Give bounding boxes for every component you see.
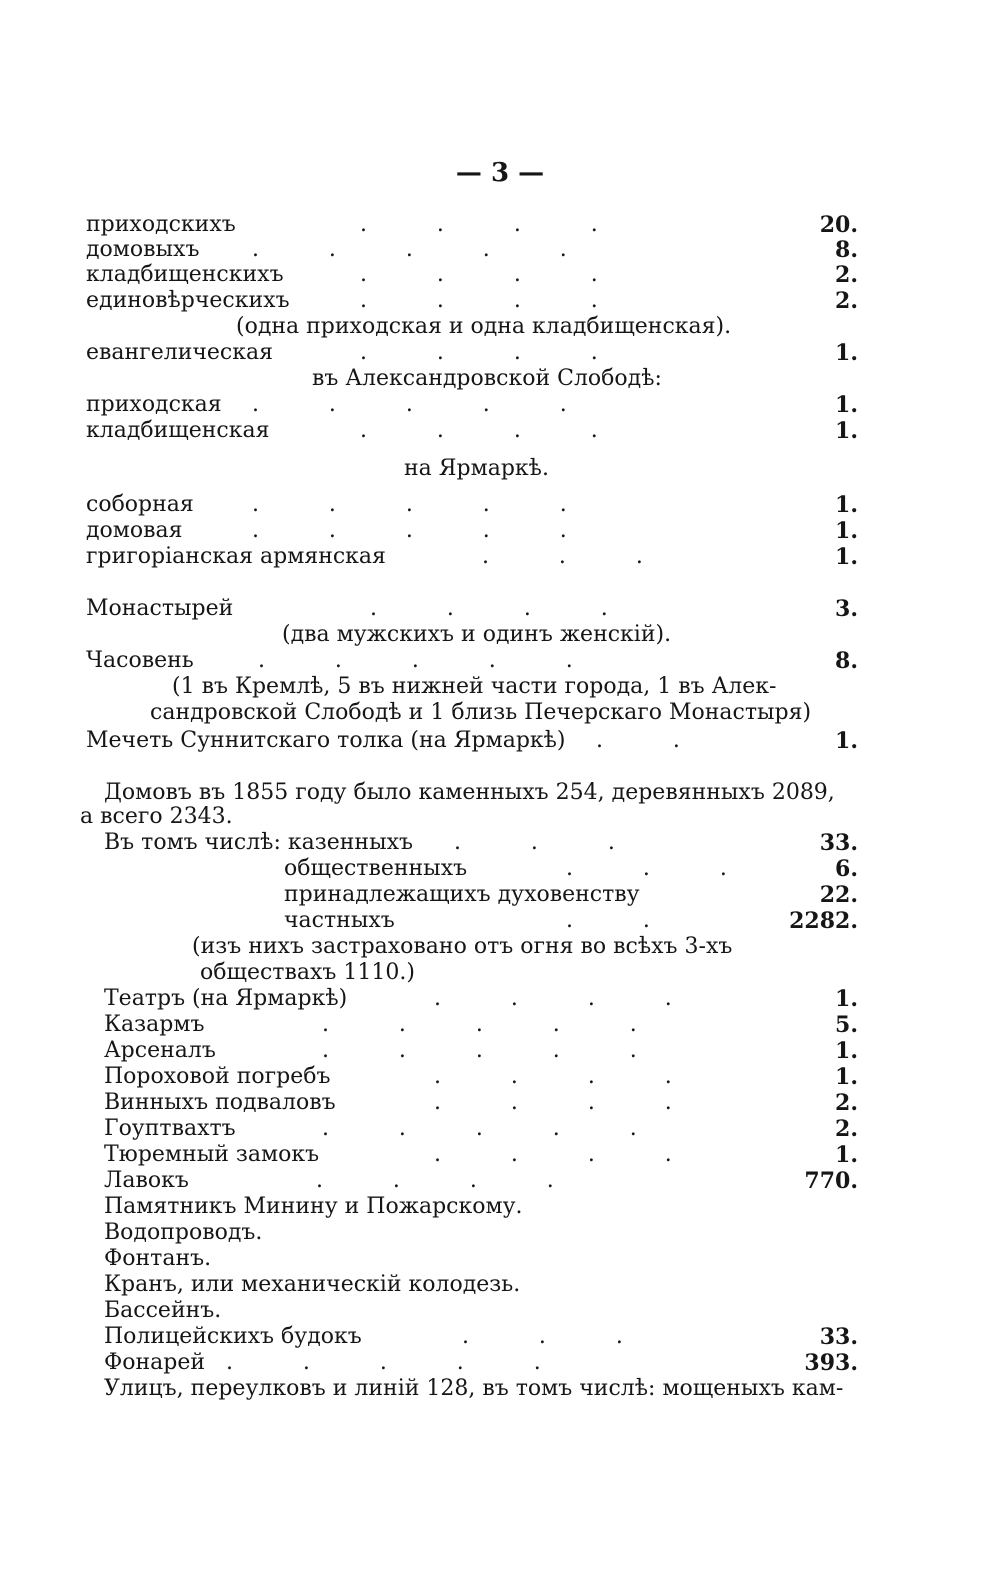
row-value: 1. (835, 418, 858, 444)
paragraph-text: Улицъ, переулковъ и линій 128, въ томъ числѣ: мощеныхъ кам- (104, 1376, 844, 1401)
leader-dots: . . . (462, 1324, 623, 1349)
row-label: Театръ (на Ярмаркѣ) (104, 986, 348, 1011)
row-label: Фонарей (104, 1350, 206, 1375)
row-value: 770. (804, 1168, 858, 1194)
row-label: Тюремный замокъ (104, 1142, 320, 1167)
row-value: 8. (835, 648, 858, 674)
leader-dots: . . . . (360, 288, 598, 313)
note-text: обществахъ 1110.) (200, 960, 415, 985)
row-label: Арсеналъ (104, 1038, 216, 1063)
leader-dots: . . . . . (258, 648, 573, 673)
leader-dots: . . . . (360, 212, 598, 237)
row-value: 8. (835, 237, 858, 263)
row-value: 1. (835, 392, 858, 418)
leader-dots: . . . (566, 856, 727, 881)
note-text: (1 въ Кремлѣ, 5 въ нижней части города, 1 въ Алек- (172, 674, 777, 699)
leader-dots: . . . . . (252, 492, 567, 517)
leader-dots: . . . . . (252, 518, 567, 543)
row-label: Гоуптвахтъ (104, 1116, 236, 1141)
row-value: 20. (819, 212, 858, 238)
list-item: Кранъ, или механическій колодезь. (104, 1272, 521, 1297)
row-label: соборная (86, 492, 194, 517)
row-value: 1. (835, 518, 858, 544)
leader-dots: . . . . (434, 1064, 672, 1089)
row-value: 1. (835, 1038, 858, 1064)
section-heading: въ Александровской Слободѣ: (312, 366, 662, 391)
note-text: сандровской Слободѣ и 1 близь Печерскаго Монастыря) (150, 700, 812, 725)
paragraph-text: а всего 2343. (80, 804, 233, 829)
row-label: Казармъ (104, 1012, 205, 1037)
row-value: 22. (819, 882, 858, 908)
row-label: Пороховой погребъ (104, 1064, 331, 1089)
row-value: 1. (835, 1142, 858, 1168)
row-value: 33. (819, 830, 858, 856)
row-value: 33. (819, 1324, 858, 1350)
row-value: 2. (835, 262, 858, 288)
leader-dots: . . . . . (226, 1350, 541, 1375)
row-label: Мечеть Суннитскаго толка (на Ярмаркѣ) (86, 728, 566, 753)
row-label: евангелическая (86, 340, 273, 365)
row-label: приходская (86, 392, 222, 417)
row-label: кладбищенскихъ (86, 262, 284, 287)
row-value: 2. (835, 1116, 858, 1142)
row-label: принадлежащихъ духовенству (284, 882, 640, 907)
leader-dots: . . . . . (322, 1116, 637, 1141)
row-label: приходскихъ (86, 212, 236, 237)
page-number: — 3 — (455, 158, 545, 188)
leader-dots: . . . . (434, 1142, 672, 1167)
list-item: Водопроводъ. (104, 1220, 263, 1245)
row-label: домовая (86, 518, 183, 543)
leader-dots: . . . . (370, 596, 608, 621)
row-value: 1. (835, 1064, 858, 1090)
row-label: григоріанская армянская (86, 544, 386, 569)
row-label: частныхъ (284, 908, 395, 933)
row-label: единовѣрческихъ (86, 288, 290, 313)
row-label: кладбищенская (86, 418, 270, 443)
leader-dots: . . (596, 728, 680, 753)
row-value: 1. (835, 340, 858, 366)
leader-dots: . . . . (434, 986, 672, 1011)
row-value: 2. (835, 288, 858, 314)
row-value: 1. (835, 728, 858, 754)
row-label: Монастырей (86, 596, 234, 621)
row-value: 393. (804, 1350, 858, 1376)
leader-dots: . . . . . (322, 1038, 637, 1063)
row-label: домовыхъ (86, 237, 200, 262)
row-value: 2. (835, 1090, 858, 1116)
row-label: Лавокъ (104, 1168, 189, 1193)
leader-dots: . . . (482, 544, 643, 569)
leader-dots: . . . . (434, 1090, 672, 1115)
row-label: общественныхъ (284, 856, 468, 881)
row-value: 1. (835, 544, 858, 570)
row-value: 1. (835, 492, 858, 518)
list-item: Памятникъ Минину и Пожарскому. (104, 1194, 523, 1219)
leader-dots: . . . . . (322, 1012, 637, 1037)
list-item: Фонтанъ. (104, 1246, 212, 1271)
row-label: Винныхъ подваловъ (104, 1090, 336, 1115)
note-text: (два мужскихъ и одинъ женскій). (282, 622, 672, 647)
leader-dots: . . (566, 908, 650, 933)
paragraph-text: Домовъ въ 1855 году было каменныхъ 254, деревянныхъ 2089, (104, 780, 835, 805)
row-value: 3. (835, 596, 858, 622)
leader-dots: . . . . (360, 340, 598, 365)
leader-dots: . . . . (360, 418, 598, 443)
row-label: Часовень (86, 648, 194, 673)
note-text: (изъ нихъ застраховано отъ огня во всѣхъ 3-хъ (192, 934, 733, 959)
leader-dots: . . . . . (252, 237, 567, 262)
section-heading: на Ярмаркѣ. (404, 456, 549, 481)
row-value: 1. (835, 986, 858, 1012)
leader-dots: . . . . (316, 1168, 554, 1193)
row-label: Въ томъ числѣ: казенныхъ (104, 830, 413, 855)
note-text: (одна приходская и одна кладбищенская). (236, 314, 732, 339)
row-value: 2282. (789, 908, 858, 934)
leader-dots: . . . . . (252, 392, 567, 417)
list-item: Бассейнъ. (104, 1298, 222, 1323)
leader-dots: . . . . (360, 262, 598, 287)
row-label: Полицейскихъ будокъ (104, 1324, 362, 1349)
leader-dots: . . . (454, 830, 615, 855)
row-value: 6. (835, 856, 858, 882)
row-value: 5. (835, 1012, 858, 1038)
